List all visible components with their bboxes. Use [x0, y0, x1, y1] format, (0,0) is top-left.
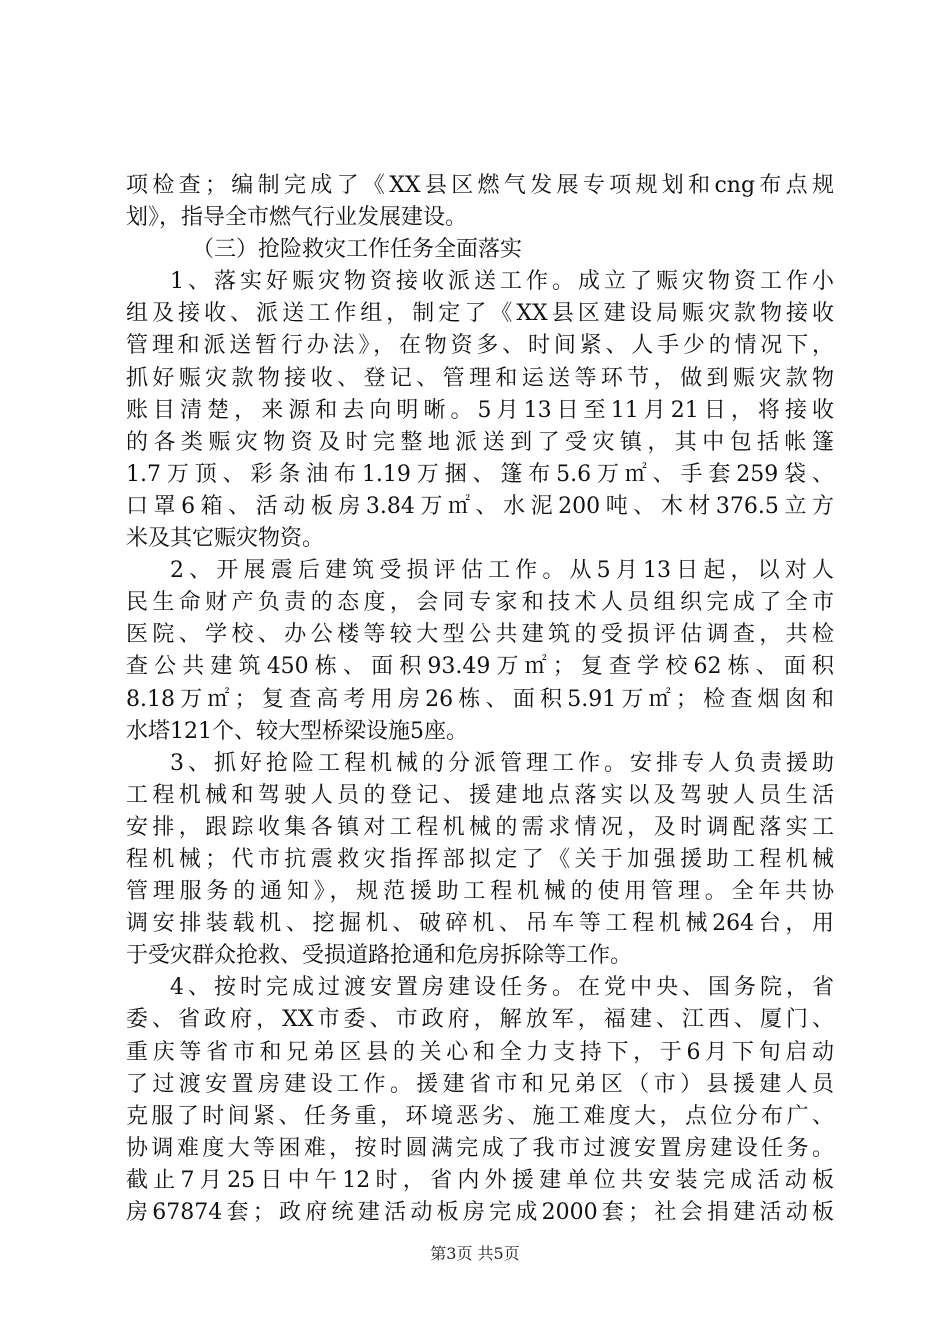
paragraph-first-line: 4、按时完成过渡安置房建设任务。在党中央、国务院，省	[170, 975, 834, 1001]
text-line: 重庆等省市和兄弟区县的关心和全力支持下，于6月下旬启动	[126, 1039, 834, 1065]
text-line: 口罩6箱、活动板房3.84万㎡、水泥200吨、木材376.5立方	[126, 493, 834, 519]
text-line: 查公共建筑450栋、面积93.49万㎡；复查学校62栋、面积	[126, 654, 834, 680]
text-line: 医院、学校、办公楼等较大型公共建筑的受损评估调查，共检	[126, 622, 834, 648]
text-line: 1.7万顶、彩条油布1.19万捆、篷布5.6万㎡、手套259袋、	[126, 461, 834, 487]
text-line: 克服了时间紧、任务重，环境恶劣、施工难度大，点位分布广、	[126, 1103, 834, 1129]
paragraph-first-line: 3、抓好抢险工程机械的分派管理工作。安排专人负责援助	[170, 750, 834, 776]
section-heading: （三）抢险救灾工作任务全面落实	[192, 237, 523, 263]
text-line: 委、省政府，XX市委、市政府，解放军，福建、江西、厦门、	[126, 1007, 834, 1033]
text-line: 安排，跟踪收集各镇对工程机械的需求情况，及时调配落实工	[126, 814, 834, 840]
text-line: 了过渡安置房建设工作。援建省市和兄弟区（市）县援建人员	[126, 1071, 834, 1097]
paragraph-first-line: 1、落实好赈灾物资接收派送工作。成立了赈灾物资工作小	[170, 269, 834, 295]
text-line: 房67874套；政府统建活动板房完成2000套；社会捐建活动板	[126, 1200, 834, 1225]
text-line: 协调难度大等困难，按时圆满完成了我市过渡安置房建设任务。	[126, 1135, 834, 1161]
body-text	[126, 170, 834, 1229]
text-line: 水塔121个、较大型桥梁设施5座。	[126, 718, 468, 744]
text-line: 米及其它赈灾物资。	[126, 526, 325, 552]
text-line: 调安排装载机、挖掘机、破碎机、吊车等工程机械264台，用	[126, 911, 834, 937]
text-line: 账目清楚，来源和去向明晰。5月13日至11月21日，将接收	[126, 397, 834, 423]
text-line: 项检查；编制完成了《XX县区燃气发展专项规划和cng布点规	[126, 173, 834, 198]
text-line: 组及接收、派送工作组，制定了《XX县区建设局赈灾款物接收	[126, 301, 834, 327]
text-line: 工程机械和驾驶人员的登记、援建地点落实以及驾驶人员生活	[126, 782, 834, 808]
page-footer: 第3页 共5页	[430, 1244, 520, 1263]
text-line: 管理服务的通知》，规范援助工程机械的使用管理。全年共协	[126, 879, 834, 905]
text-line: 程机械；代市抗震救灾指挥部拟定了《关于加强援助工程机械	[126, 846, 834, 872]
paragraph-first-line: 2、开展震后建筑受损评估工作。从5月13日起，以对人	[170, 558, 834, 584]
text-line: 的各类赈灾物资及时完整地派送到了受灾镇，其中包括帐篷	[126, 429, 834, 455]
text-line: 截止7月25日中午12时，省内外援建单位共安装完成活动板	[126, 1167, 834, 1193]
text-line: 管理和派送暂行办法》，在物资多、时间紧、人手少的情况下，	[126, 333, 834, 359]
text-line: 于受灾群众抢救、受损道路抢通和危房拆除等工作。	[126, 943, 633, 969]
text-line: 民生命财产负责的态度，会同专家和技术人员组织完成了全市	[126, 590, 834, 616]
text-line: 划》，指导全市燃气行业发展建设。	[126, 205, 468, 231]
text-line: 8.18万㎡；复查高考用房26栋、面积5.91万㎡；检查烟囱和	[126, 686, 834, 712]
text-line: 抓好赈灾款物接收、登记、管理和运送等环节，做到赈灾款物	[126, 365, 834, 391]
